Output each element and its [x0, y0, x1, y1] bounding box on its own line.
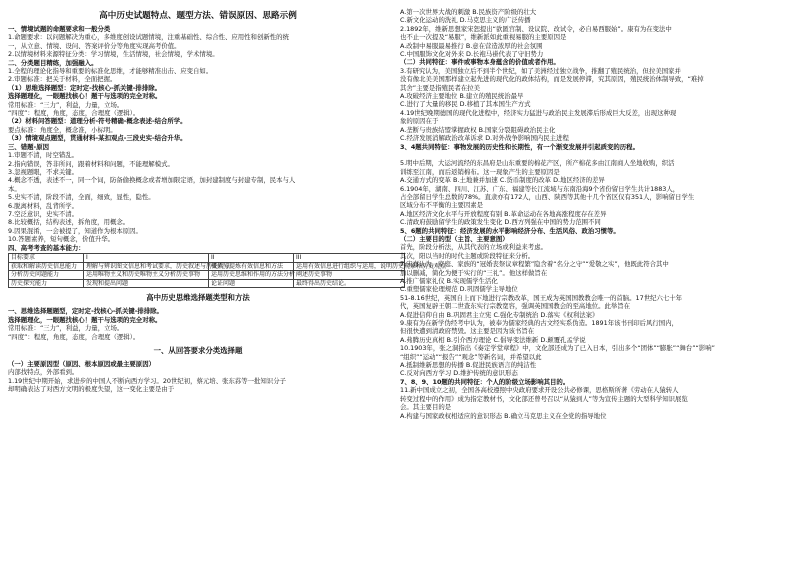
- section-subtitle-2: 一、从回答要求分类选择题: [153, 345, 243, 355]
- left-text-block-1: [8, 25, 388, 252]
- text-line: 代，英国复辟王朝二世查东实行宗教宽容，强调英国国教会的至高地位。此举旨在: [400, 302, 631, 311]
- text-line: C.经济发展消解政治改革诉求 D.对外战争影响国内民主进程: [400, 134, 569, 143]
- heading-line: 选择题理化，一眼题找核心！题干与选项的完全对称。: [8, 92, 162, 101]
- heading-line: （二）主要目的型（主旨、主要意图）: [400, 234, 509, 243]
- text-line: 加以删减，简化为便于实行的“三礼”。他这样做旨在: [400, 268, 548, 277]
- left-text-block-3: [8, 360, 388, 394]
- table-cell: 阐述历史事物: [294, 271, 405, 280]
- text-line: 6.脱离材料，乱背所学。: [8, 201, 79, 210]
- heading-line: 7、8、9、10题的共同特征：个人的阶级立场影响其目的。: [400, 377, 570, 386]
- table-cell: 运用有效信息进行组织与运用，说明历史现象和历史观点: [294, 262, 405, 271]
- heading-line: 四、高考考查的基本能力：: [8, 243, 85, 252]
- text-line: A.弗腾历史真相 B.引介西方理论 C.倡导变法维新 D.颠覆孔孟学说: [400, 335, 586, 344]
- table-header-cell: III: [294, 253, 405, 262]
- table-cell: 分析历史问题能力: [9, 271, 84, 280]
- table-cell: 理解与辨识图文信息和考试要求，历史叙述与历史观点: [84, 262, 209, 271]
- text-line: 5.明中后期，大运河流经的东昌府是山东重要的棉花产区，所产棉花多由江南商人坐地收购，织活: [400, 159, 675, 168]
- text-line: A.攻破经济主要地位 B.建立的殖民统治最早: [400, 92, 524, 101]
- text-line: C.进行了大量的移民 D.移植了其本国生产方式: [400, 100, 531, 109]
- table-cell: 论证问题: [209, 279, 294, 288]
- text-line: A.垄断与贵族结盟掌握政权 B.国家分裂阻碍政治民主化: [400, 125, 556, 134]
- table-header-row: [9, 253, 405, 262]
- text-line: 4.19世纪晚期德国的现代化进程中，经济实力猛进与政治民主发展滞后形成巨大反差，出现这种现: [400, 108, 677, 117]
- table-cell: 历史探究能力: [9, 279, 84, 288]
- heading-line: （3）情境观点题型，贯通材料-某扣观点-三段史实-结合升华。: [8, 134, 187, 143]
- text-line: 10.1903年，张之洞指出《奏定学堂章程》中，文化部还成为了已入日本，引出多个“团体”“膨胀”“舞台”“影响”: [400, 344, 715, 353]
- text-line: C.重塑儒家伦理规范 D.巩固儒学主导地位: [400, 285, 518, 294]
- text-line: 常用标准：“三力”，利益，力量，立场。: [8, 324, 124, 333]
- text-line: “四度”：程度，角度，态度，合理度（逻辑）。: [8, 332, 140, 341]
- text-line: 训练至江南，而后返销棉布。这一现象产生的主要原因是: [400, 167, 560, 176]
- text-line: 3.有研究认为，美国独立后不到半个世纪，如了美洲经过独立战争，推翻了殖民统治，但拉美国家并: [400, 66, 681, 75]
- text-line: 51-8.16世纪，英国自上而下地进行宗教改革，国王成为英国国教教会唯一的首脑。17世纪六七十年: [400, 293, 683, 302]
- table-header-cell: 目标要求: [9, 253, 84, 262]
- section-subtitle: 高中历史思维选择题类型和方法: [146, 293, 250, 303]
- text-line: A.推广儒家礼仪 B.实现儒学生活化: [400, 277, 498, 285]
- text-line: 6.1904年，湖南、四川、江苏、广东、福建等长江流域与东南沿海9个省份留日学生共计1883人，: [400, 184, 680, 193]
- text-line: 2.以情境材料来源特征分类：学习情境，生活情境，社会情境，学术情境。: [8, 50, 219, 59]
- text-line: A.交通方式的变革 B.土地兼并加速 C.货币制度的改革 D.地区经济的差异: [400, 176, 605, 185]
- text-line: 1.审题不清，时空错乱。: [8, 151, 79, 160]
- text-line: “组织”“运动”“报告”“观念”等新名词，并希望以此: [400, 352, 542, 361]
- table-cell: 发现和提出问题: [84, 279, 209, 288]
- table-header-cell: I: [84, 253, 209, 262]
- table-row: [9, 262, 405, 271]
- table-header-cell: II: [209, 253, 294, 262]
- table-cell: 获取和解读历史信息能力: [9, 262, 84, 271]
- text-line: 没有像北美美国那样建立起先进的现代化的政体结构，而是发展停滞，究其原因，殖民统治体制导致，“难掉: [400, 75, 704, 84]
- text-line: 象的原因在于: [400, 117, 439, 126]
- heading-line: 一、思维选择题题型，定时定-找核心-抓关键-排排除。: [8, 307, 163, 316]
- heading-line: （2）材料问答题型：道理分析-符号精确-概念表述-结合所学。: [8, 117, 187, 126]
- heading-line: 选择题理化，一眼题找核心！题干与选项的完全对称。: [8, 315, 162, 324]
- text-line: 1.命题要求：以问题解决为重心，多维度创设试题情境，注重基础性、综合性、应用性和创新性的统: [8, 33, 289, 42]
- text-line: 9.康有为在新学伪经考中认为，被奉为儒家经典的古文经实系伪造。1891年该书刊印后风行国内，: [400, 319, 678, 328]
- text-line: 11.新中国成立之初，全国各高校遵照中央政府要求开设公共必修课，思格斯所著《劳动在人猿转人: [400, 386, 679, 395]
- table-cell: 概括与提炼有效信息和方法: [209, 262, 294, 271]
- text-line: C.清政府鼓励留学生的政策发生变化 D.西方列强在中国的势力范围不同: [400, 218, 601, 227]
- text-line: 4.概念不透，表述不一，同一个词，防备偷换概念或者增加限定语，加封建制度与封建专制，民本与人: [8, 176, 296, 185]
- table-cell: 最终得出历史结论。: [294, 279, 405, 288]
- text-line: 转变过程中的作用》成为指定教材书，文化部还曾号召以“从猿到人”等为宣传主题的大型科学知识展览: [400, 394, 688, 403]
- text-line: C.反对向西方学习 D.维护传统的意识形态: [400, 369, 518, 378]
- text-line: 2.指向错误，答非所问，跟着材料和问题，不能理解模式。: [8, 159, 174, 168]
- heading-line: （一）主要原因型（原因、根本原因或最主要原因）: [8, 359, 155, 368]
- text-line: 1.19世纪中期开始，求进步的中国人不断向西方学习。20世纪初，蔡元培、张东荪等一批知识分子: [8, 376, 286, 385]
- heading-line: 5、6题的共同特征：经济发展的水平影响经济分布、生活风俗、政治习惯等。: [400, 226, 620, 235]
- text-line: A.第一次世界大战的刺激 B.民族资产阶级的壮大: [400, 8, 537, 16]
- text-line: 2.审题标准：把关于材料，全面把握。: [8, 75, 117, 84]
- heading-line: （1）思维选择题型：定时定-找核心-抓关键-排排除。: [8, 83, 161, 92]
- table-row: [9, 271, 405, 280]
- heading-line: 3、4题共同特征：事物发展的历史性和长期性，有一个渐变发展并引起质变的历程。: [400, 142, 639, 151]
- text-line: 但很快遭到清政府禁毁。这主要是因为该书旨在: [400, 327, 535, 336]
- text-line: 却明确表达了对西方文明的极度失望，这一变化主要是由于: [8, 385, 175, 394]
- right-column: [400, 8, 780, 556]
- heading-line: 三、错题-原因: [8, 142, 49, 151]
- text-line: 3.忽视题眼，不求关键。: [8, 167, 79, 176]
- text-line: 其次，阳以当时的时代主题或阶段特征来分析。: [400, 251, 535, 260]
- text-line: A.促进信仰自由 B.巩固君主立宪 C.强化专制统治 D.落实《权利法案》: [400, 310, 599, 319]
- text-line: 内部找特点，外部看到。: [8, 368, 79, 377]
- right-text-block: [400, 8, 780, 420]
- text-line: 7.空泛意识，史实不清。: [8, 209, 79, 218]
- table-cell: 运用唯物主义和历史唯物主义分析历史事物: [84, 271, 209, 280]
- text-line: 1.全程的理论化指导和重要的标准化思维，才能够精准出击、应变自如。: [8, 67, 213, 76]
- text-line: 5.史实不清，阶段不清，全面，细致，显性，隐性。: [8, 193, 155, 202]
- text-line: 首先，阶段分析法，从其代表的立场或利益来考虑。: [400, 243, 547, 252]
- table-cell: 运用历史思维和作用的方法分析: [209, 271, 294, 280]
- text-line: “四度”：程度，角度，态度，合理度（逻辑）。: [8, 109, 140, 118]
- document-title: 高中历史试题特点、题型方法、错误原因、思路示例: [99, 11, 297, 21]
- text-line: A.改制中易服最易推行 B.意在营造浓厚的社会氛围: [400, 41, 543, 50]
- text-line: 2.1892年，维新思想家宋恕提出“欲匿宫制、设议院、改试令，必自易西服始”。康有为在变法中: [400, 24, 672, 33]
- text-line: 其舍”主要是指殖民者在拉美: [400, 83, 480, 92]
- text-line: 常用标准：“三力”，利益，力量，立场。: [8, 100, 124, 109]
- text-line: 7.宋嘉认为，家庭、家族的“冠婚丧祭议章程繁”隐含着“名分之守”“爱敬之实”，他既此符合其中: [400, 260, 669, 269]
- text-line: 要点标准：角度全，概念准，小标明。: [8, 125, 117, 134]
- ability-table: [8, 253, 447, 288]
- heading-line: （二）共同特征：事件或事物本身蕴含的价值或者作用。: [400, 58, 560, 67]
- text-line: 会。其主要目的是: [400, 403, 452, 412]
- text-line: 9.因果混淆，一会被提了，知道作为根本原因。: [8, 226, 142, 235]
- text-line: C.新文化运动的洗礼 D.马克思主义的广泛传播: [400, 16, 531, 25]
- text-line: A.构建与国家政权相适应的意识形态 B.确立马克思主义在全党的指导地位: [400, 411, 607, 420]
- text-line: 一，从立意、情境、设问、答案评价分等角度实现高考价值。: [8, 41, 181, 50]
- text-line: 占全部留日学生总数的78%。直隶亦有172人，山西、陕西等其他十几个省区仅有351人，影响留日学生: [400, 192, 695, 201]
- heading-line: 二、分类题目精练，加强融入。: [8, 58, 98, 67]
- text-line: C.中国服饰文化对外来 D.长袍马褂代表了守旧势力: [400, 50, 544, 59]
- heading-line: 一、情境试题的命题要求和一般分类: [8, 25, 111, 33]
- text-line: 也不止一次提及“易服”，维新派如此重视易服的主要原因是: [400, 33, 567, 42]
- text-line: 本。: [8, 184, 21, 193]
- text-line: A.地区经济文化水平与开放程度有别 B.革命运动在各地高涨程度存在差异: [400, 209, 607, 218]
- left-text-block-2: [8, 307, 388, 341]
- text-line: 10.答题素养，短句概念，价值升华。: [8, 235, 115, 244]
- text-line: 8.比较概括，结构表述，拆角度，用概念。: [8, 218, 130, 227]
- text-line: A.抵制维新思想的传播 B.促进民族语言的纯洁性: [400, 361, 537, 370]
- table-row: [9, 279, 405, 288]
- text-line: 区域分布不平衡的主要因素是: [400, 201, 484, 210]
